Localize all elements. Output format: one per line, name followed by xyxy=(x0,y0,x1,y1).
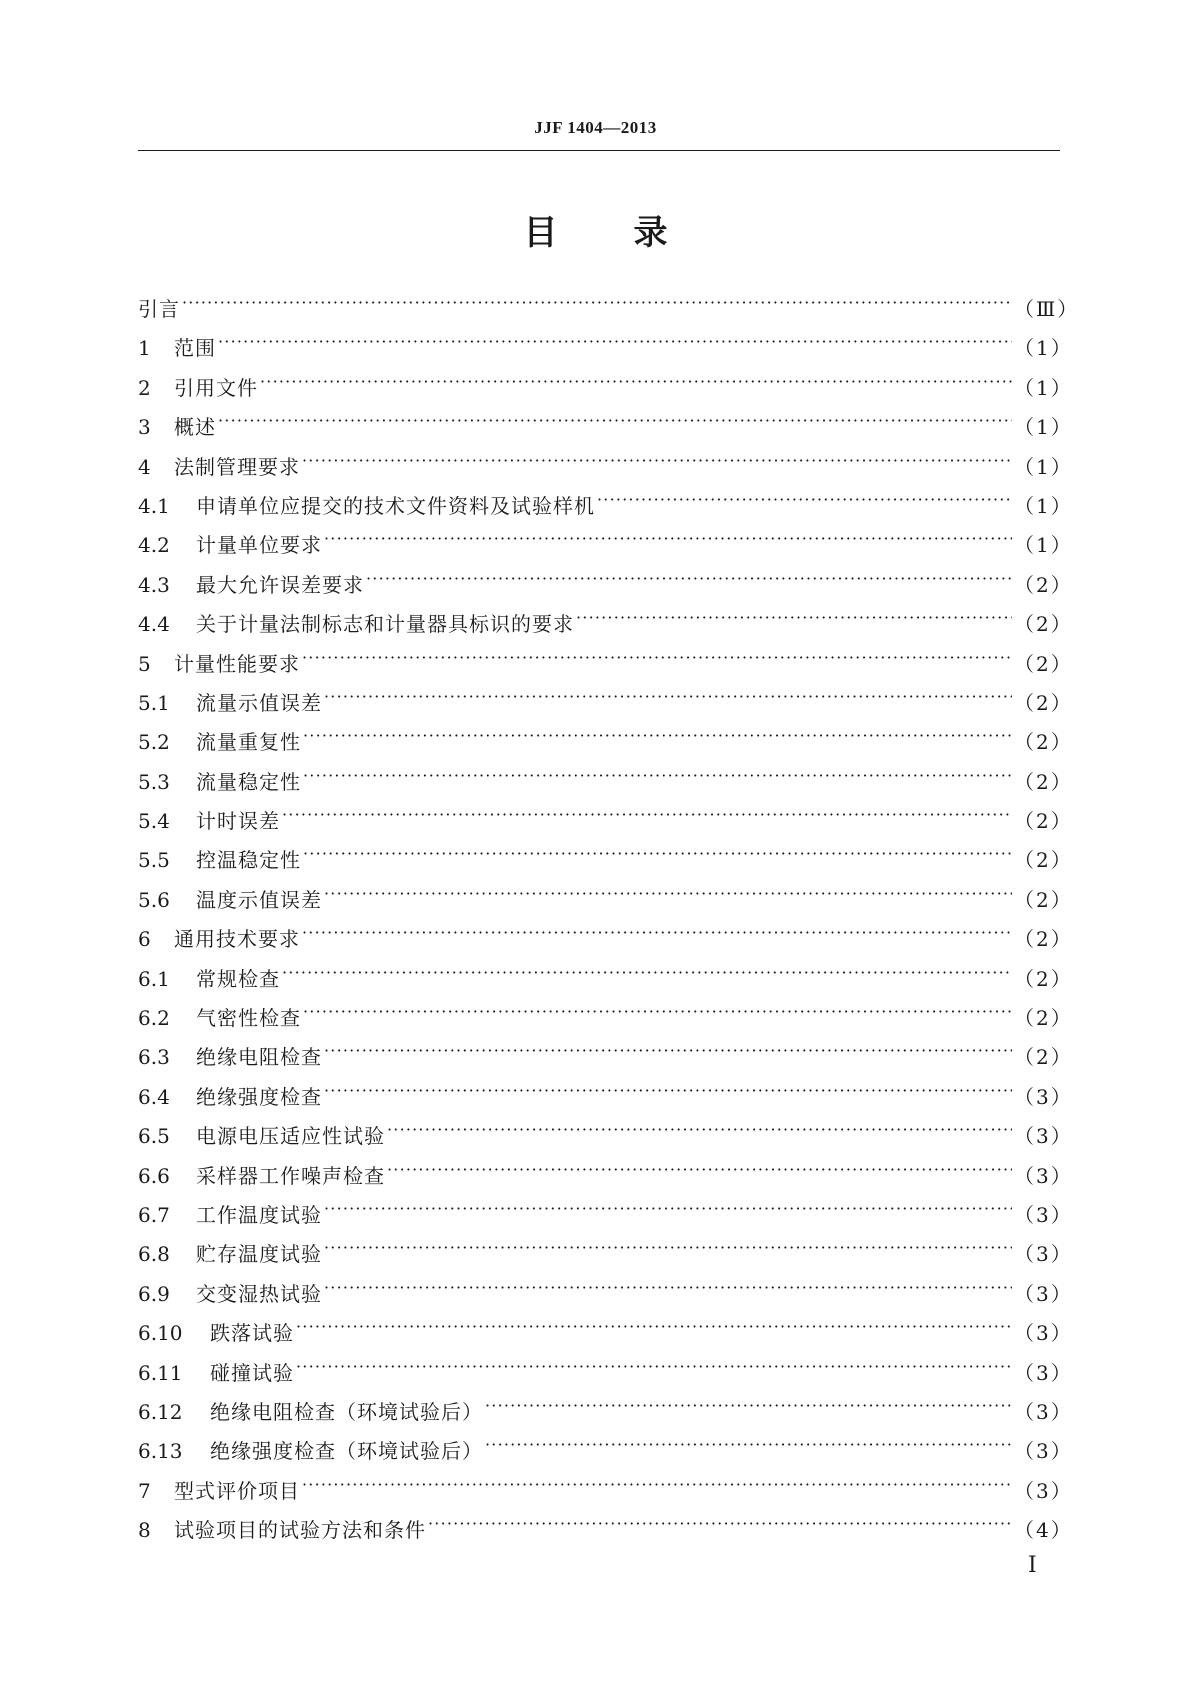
toc-entry-number: 6.5 xyxy=(138,1124,170,1149)
toc-leader-dots xyxy=(387,1117,1012,1143)
toc-entry-page: （1） xyxy=(1014,375,1073,400)
toc-entry[interactable] xyxy=(138,290,1080,329)
toc-entry[interactable] xyxy=(138,448,1073,487)
toc-leader-dots xyxy=(324,1275,1012,1301)
toc-leader-dots xyxy=(324,1038,1012,1064)
toc-entry-title: 控温稳定性 xyxy=(196,848,301,873)
toc-entry-number: 4.2 xyxy=(138,533,170,558)
toc-entry-title: 最大允许误差要求 xyxy=(196,572,364,597)
toc-entry-number: 4.3 xyxy=(138,572,170,597)
toc-entry-number: 6.10 xyxy=(138,1321,183,1346)
toc-leader-dots xyxy=(303,841,1012,867)
toc-entry-number: 6.2 xyxy=(138,1006,170,1031)
toc-entry-number: 3 xyxy=(138,415,151,440)
toc-entry-number: 4.4 xyxy=(138,612,170,637)
toc-entry[interactable] xyxy=(138,369,1073,408)
toc-entry-title: 通用技术要求 xyxy=(174,927,300,952)
toc-entry-page: （1） xyxy=(1014,493,1073,518)
toc-entry-title: 绝缘强度检查（环境试验后） xyxy=(210,1439,483,1464)
toc-entry-page: （4） xyxy=(1014,1518,1073,1543)
page-title xyxy=(0,205,1191,254)
toc-entry-title: 电源电压适应性试验 xyxy=(196,1124,385,1149)
toc-entry[interactable] xyxy=(138,1078,1073,1117)
toc-entry-number: 7 xyxy=(138,1478,151,1503)
toc-entry-page: （3） xyxy=(1014,1439,1073,1464)
toc-entry-number: 6.9 xyxy=(138,1281,170,1306)
toc-entry[interactable] xyxy=(138,1354,1073,1393)
toc-entry[interactable] xyxy=(138,999,1073,1038)
toc-entry-page: （3） xyxy=(1014,1163,1073,1188)
toc-leader-dots xyxy=(302,1472,1012,1498)
toc-entry[interactable] xyxy=(138,526,1073,565)
toc-entry-title: 型式评价项目 xyxy=(174,1478,300,1503)
toc-entry-page: （3） xyxy=(1014,1478,1073,1503)
toc-entry-number: 4.1 xyxy=(138,493,170,518)
toc-entry-page: （3） xyxy=(1014,1321,1073,1346)
toc-entry-page: （1） xyxy=(1014,533,1073,558)
toc-entry-title: 采样器工作噪声检查 xyxy=(196,1163,385,1188)
toc-entry-number: 8 xyxy=(138,1518,151,1543)
toc-entry-number: 6.11 xyxy=(138,1360,183,1385)
toc-leader-dots xyxy=(485,1393,1012,1419)
toc-entry-page: （2） xyxy=(1014,1006,1073,1031)
toc-entry-page: （3） xyxy=(1014,1399,1073,1424)
title-char-2: 录 xyxy=(633,213,668,253)
toc-leader-dots xyxy=(296,1354,1012,1380)
toc-leader-dots xyxy=(324,1078,1012,1104)
header-divider xyxy=(138,150,1060,151)
toc-leader-dots xyxy=(324,684,1012,710)
toc-entry-number: 6 xyxy=(138,927,151,952)
toc-entry-page: （2） xyxy=(1014,1045,1073,1070)
toc-entry[interactable] xyxy=(138,408,1073,447)
toc-leader-dots xyxy=(182,290,1012,316)
toc-entry[interactable] xyxy=(138,1432,1073,1471)
toc-leader-dots xyxy=(260,369,1012,395)
toc-entry-page: （3） xyxy=(1014,1084,1073,1109)
toc-entry-number: 6.8 xyxy=(138,1242,170,1267)
title-char-1: 目 xyxy=(523,213,558,253)
toc-entry-number: 6.12 xyxy=(138,1399,183,1424)
toc-entry[interactable] xyxy=(138,881,1073,920)
toc-entry[interactable] xyxy=(138,1393,1073,1432)
toc-leader-dots xyxy=(324,1196,1012,1222)
toc-entry[interactable] xyxy=(138,684,1073,723)
toc-leader-dots xyxy=(324,526,1012,552)
toc-entry[interactable] xyxy=(138,920,1073,959)
toc-entry-title: 流量重复性 xyxy=(196,730,301,755)
toc-entry-page: （3） xyxy=(1014,1242,1073,1267)
toc-entry-title: 计量单位要求 xyxy=(196,533,322,558)
toc-entry[interactable] xyxy=(138,1235,1073,1274)
toc-leader-dots xyxy=(303,999,1012,1025)
toc-entry-page: （1） xyxy=(1014,415,1073,440)
toc-entry-title: 碰撞试验 xyxy=(210,1360,294,1385)
toc-entry-number: 5.5 xyxy=(138,848,170,873)
toc-entry-page: （2） xyxy=(1014,690,1073,715)
toc-entry-page: （1） xyxy=(1014,454,1073,479)
toc-entry[interactable] xyxy=(138,763,1073,802)
toc-entry[interactable] xyxy=(138,566,1073,605)
toc-leader-dots xyxy=(324,1235,1012,1261)
toc-leader-dots xyxy=(302,448,1012,474)
toc-entry-number: 5.4 xyxy=(138,809,170,834)
toc-entry-title: 引言 xyxy=(138,297,180,321)
toc-entry[interactable] xyxy=(138,841,1073,880)
toc-entry-page: （2） xyxy=(1014,848,1073,873)
toc-leader-dots xyxy=(387,1157,1012,1183)
toc-entry-title: 温度示值误差 xyxy=(196,887,322,912)
toc-entry[interactable] xyxy=(138,1157,1073,1196)
toc-leader-dots xyxy=(303,723,1012,749)
toc-entry-title: 贮存温度试验 xyxy=(196,1242,322,1267)
toc-entry-number: 6.7 xyxy=(138,1202,170,1227)
toc-leader-dots xyxy=(302,920,1012,946)
toc-entry[interactable] xyxy=(138,1511,1073,1550)
toc-entry-title: 工作温度试验 xyxy=(196,1202,322,1227)
toc-entry[interactable] xyxy=(138,329,1073,368)
toc-entry-page: （3） xyxy=(1014,1202,1073,1227)
toc-leader-dots xyxy=(324,881,1012,907)
toc-leader-dots xyxy=(282,960,1012,986)
toc-entry[interactable] xyxy=(138,1275,1073,1314)
page-number: Ⅰ xyxy=(1028,1552,1037,1577)
toc-entry-page: （3） xyxy=(1014,1124,1073,1149)
toc-entry-title: 申请单位应提交的技术文件资料及试验样机 xyxy=(196,493,595,518)
toc-entry[interactable] xyxy=(138,605,1073,644)
toc-entry-title: 关于计量法制标志和计量器具标识的要求 xyxy=(196,612,574,637)
toc-entry-title: 绝缘强度检查 xyxy=(196,1084,322,1109)
toc-entry-page: （3） xyxy=(1014,1281,1073,1306)
document-code: JJF 1404—2013 xyxy=(534,118,657,137)
toc-leader-dots xyxy=(576,605,1012,631)
toc-entry-title: 试验项目的试验方法和条件 xyxy=(174,1518,426,1543)
toc-entry-number: 4 xyxy=(138,454,151,479)
toc-entry-number: 6.13 xyxy=(138,1439,183,1464)
toc-leader-dots xyxy=(296,1314,1012,1340)
toc-entry-title: 交变湿热试验 xyxy=(196,1281,322,1306)
toc-leader-dots xyxy=(428,1511,1012,1537)
toc-entry-title: 流量稳定性 xyxy=(196,769,301,794)
table-of-contents xyxy=(138,290,1080,1551)
toc-entry-page: （2） xyxy=(1014,612,1073,637)
toc-entry-number: 6.3 xyxy=(138,1045,170,1070)
toc-entry-page: （2） xyxy=(1014,651,1073,676)
toc-entry-number: 6.6 xyxy=(138,1163,170,1188)
toc-entry-page: （2） xyxy=(1014,927,1073,952)
toc-entry-number: 2 xyxy=(138,375,151,400)
toc-entry[interactable] xyxy=(138,1038,1073,1077)
toc-entry-title: 概述 xyxy=(174,415,216,440)
toc-entry-page: （2） xyxy=(1014,572,1073,597)
toc-entry-title: 绝缘电阻检查 xyxy=(196,1045,322,1070)
toc-entry[interactable] xyxy=(138,802,1073,841)
toc-entry[interactable] xyxy=(138,487,1073,526)
toc-entry-title: 引用文件 xyxy=(174,375,258,400)
toc-entry-page: （2） xyxy=(1014,730,1073,755)
toc-entry[interactable] xyxy=(138,1117,1073,1156)
toc-entry-title: 跌落试验 xyxy=(210,1321,294,1346)
toc-entry-page: （2） xyxy=(1014,887,1073,912)
toc-entry[interactable] xyxy=(138,1314,1073,1353)
toc-entry-number: 5.6 xyxy=(138,887,170,912)
toc-entry-page: （1） xyxy=(1014,336,1073,361)
toc-entry[interactable] xyxy=(138,723,1073,762)
toc-entry-number: 5.2 xyxy=(138,730,170,755)
toc-entry-page: （2） xyxy=(1014,809,1073,834)
toc-entry[interactable] xyxy=(138,645,1073,684)
toc-entry-page: （Ⅲ） xyxy=(1014,297,1080,321)
toc-leader-dots xyxy=(218,329,1012,355)
toc-entry-title: 常规检查 xyxy=(196,966,280,991)
toc-leader-dots xyxy=(302,645,1012,671)
toc-leader-dots xyxy=(218,408,1012,434)
toc-entry-page: （2） xyxy=(1014,769,1073,794)
toc-leader-dots xyxy=(282,802,1012,828)
toc-leader-dots xyxy=(597,487,1012,513)
toc-entry-number: 6.4 xyxy=(138,1084,170,1109)
toc-entry-title: 范围 xyxy=(174,336,216,361)
toc-leader-dots xyxy=(303,763,1012,789)
toc-entry[interactable] xyxy=(138,1196,1073,1235)
toc-entry-title: 气密性检查 xyxy=(196,1006,301,1031)
toc-entry-title: 计时误差 xyxy=(196,809,280,834)
toc-entry-number: 5.1 xyxy=(138,690,170,715)
toc-entry-page: （3） xyxy=(1014,1360,1073,1385)
toc-entry-title: 绝缘电阻检查（环境试验后） xyxy=(210,1399,483,1424)
toc-entry-number: 5 xyxy=(138,651,151,676)
toc-entry-number: 5.3 xyxy=(138,769,170,794)
toc-entry[interactable] xyxy=(138,960,1073,999)
toc-entry-number: 1 xyxy=(138,336,151,361)
toc-entry-title: 流量示值误差 xyxy=(196,690,322,715)
toc-leader-dots xyxy=(366,566,1012,592)
toc-entry-page: （2） xyxy=(1014,966,1073,991)
toc-entry-title: 计量性能要求 xyxy=(174,651,300,676)
toc-leader-dots xyxy=(485,1432,1012,1458)
toc-entry-number: 6.1 xyxy=(138,966,170,991)
toc-entry-title: 法制管理要求 xyxy=(174,454,300,479)
toc-entry[interactable] xyxy=(138,1472,1073,1511)
